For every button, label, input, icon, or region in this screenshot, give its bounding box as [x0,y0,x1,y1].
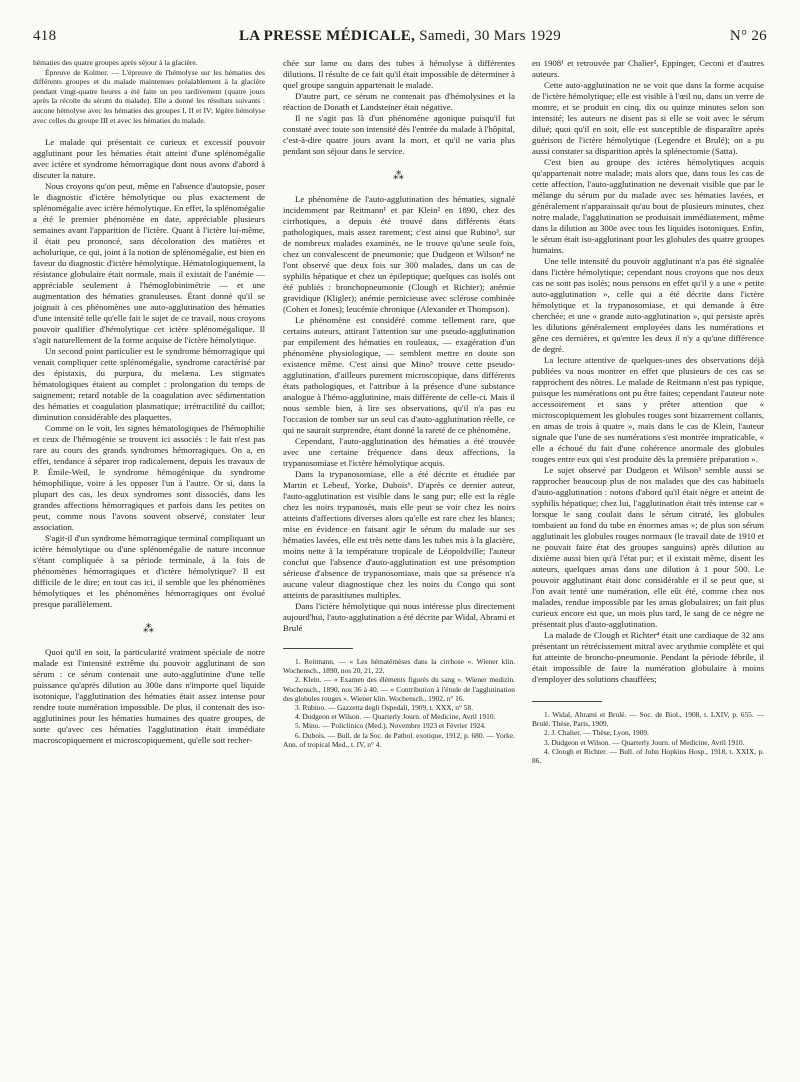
paragraph: C'est bien au groupe des ictères hémolytiques acquis qu'appartenait notre malade; mais alors que, dans tous les cas de cette affection, l'auto-agglutination ne devenait visible que par le mélange du sérum pur du malade avec ses hématies lavées, et généralement n'apparaissait qu'au bout de plusieurs minutes, chez notre malade, l'agglutination se produisait immédiatement, même dans la dilution au 300e avec tous les liquides isotoniques. Enfin, le sérum était iso-agglutinant pour les globules des quatre groupes humains. [532,157,764,255]
column-3 [532,58,764,765]
footnote-rule [283,648,353,649]
paragraph: Dans la trypanosomiase, elle a été décrite et étudiée par Martin et Lebeuf, Yorke, Dubois⁶. D'après ce dernier auteur, l'auto-agglutination est visible dans le sang pur; elle est la règle chez les noirs trypanosés, mais elle peut se voir chez les noirs atteints d'affections diverses alors qu'elle est rare chez les blancs; mise en évidence en faisant agir le sérum du malade sur ses hématies lavées, elle est très nette dans les tubes mis à la glacière, moins nette à la température tropicale de Léopoldville; l'auteur conclut que l'absence d'auto-agglutination est une présomption sérieuse d'absence de trypanosomiase, mais que sa présence n'a aucune valeur diagnostique chez les noirs du Congo qui sont atteints de parasitismes multiples. [283,469,515,600]
footnote: 4. Dudgeon et Wilson. — Quarterly Journ. of Medicine, Avril 1910. [295,712,496,722]
section-separator: ⁂ [143,623,155,636]
footnote: 3. Rubino. — Gazzetta degli Ospedali, 1909, t. XXX, n° 58. [295,703,474,713]
issue-number: N° 26 [729,28,767,44]
page-header [33,28,767,46]
footnote: 6. Dubois. — Bull. de la Soc. de Pathol. exotique, 1912, p. 680. — Yorke. Ann. of tropical Med., t. IV, n° 4. [283,730,515,749]
issue-date: Samedi, 30 Mars 1929 [419,28,562,44]
paragraph: Cependant, l'auto-agglutination des hématies a été trouvée avec une certaine fréquence dans deux affections, la trypanosomiase et l'ictère hémolytique acquis. [283,436,515,468]
column-2 [283,58,515,749]
paragraph: Le sujet observé par Dudgeon et Wilson³ semble aussi se rapprocher beaucoup plus de nos malades que des cas habituels d'auto-agglutination : notons d'abord qu'il était nègre et atteint de syphilis hépatique; chez lui, l'agglutination était très intense car « lorsque le sang coulait dans le sérum citraté, les globules tombaient au fond du tube en énormes amas »; de plus son sérum agglutinait les globules rouges normaux (le travail date de 1910 et ne pouvait faire état des groupes sanguins) après dilution au dixième aussi bien qu'à l'état pur; et il existait même, disent les auteurs, quelques amas dans une dilution à 1 pour 500. Le pouvoir agglutinant était donc considérable et il se peut que, si l'on avait tenté une numération, elle eût été, comme chez nos malades, rendue impossible par les amas globulaires; un fait plus curieux encore est que, un mois plus tard, le sang de ce nègre ne présentait plus d'auto-agglutination. [532,465,764,629]
paragraph: Le phénomène de l'auto-agglutination des hématies, signalé incidemment par Reitmann¹ et par Klein² en 1890, chez des cirrhotiques, a depuis été trouvé dans différents états pathologiques, mais assez rarement; c'est ainsi que Rubino³, sur de nombreux malades examinés, ne le trouve qu'une seule fois, chez un convalescent de pneumonie; que Dudgeon et Wilson⁴ ne l'ont observé que deux fois sur 300 malades, dans un cas de syphilis hépatique et chez un épileptique; quelques cas isolés ont été publiés : bronchopneumonie (Clough et Richter); anémie gravidique (Kligler); anémie pernicieuse avec sclérose combinée (Cohen et Jones); leucémie chronique (Alexander et Thompson). [283,194,515,314]
paragraph: Nous croyons qu'on peut, même en l'absence d'autopsie, poser le diagnostic d'ictère hémolytique ou plus exactement de splénomégalie avec ictère hémolytique. En effet, la splénomégalie a été le premier phénomène en date, appréciable plusieurs semaines avant l'apparition de l'ictère. Quant à l'ictère lui-même, il était peu prononcé, sans décoloration des matières et acholurique, ce qui, joint à la notion de splénomégalie, est bien en faveur du diagnostic d'ictère hémolytique. Hématologiquement, la résistance globulaire était normale, mais il existait de l'anémie — appréciable seulement à l'hémoglobinimétrie — et une augmentation des hématies granuleuses. Étant donné qu'il se joignait à ces phénomènes une auto-agglutination des hématies d'une intensité telle qu'elle fait le sujet de ce travail, nous croyons pouvoir qualifier d'hémolytique cet ictère splénomégalique. Il s'agit naturellement de la forme acquise de l'ictère hémolytique. [33,181,265,346]
paragraph: Épreuve de Kolmer. — L'épreuve de l'hémolyse sur les hématies des différents groupes et du malade maintenues préalablement à la glacière pendant vingt-quatre heures a été faite un peu tardivement (quatre jours après la récolte du sérum du malade). Elle a donné les résultats suivants : aucune hémolyse avec les hématies des groupes I, II et IV; légère hémolyse avec celles du groupe III et avec les hématies du malade. [33,67,265,125]
paragraph: chée sur lame ou dans des tubes à hémolyse à différentes dilutions. Il résulte de ce fait qu'il était impossible de déterminer à quel groupe sanguin appartenait le malade. [283,58,515,90]
paragraph: Dans l'ictère hémolytique qui nous intéresse plus directement aujourd'hui, l'auto-agglutination a été décrite par Widal, Abrami et Brulé [283,601,516,633]
column-1 [33,58,265,746]
footnote: 5. Mino. — Policlinico (Med.), Novembre 1923 et Février 1924. [295,721,486,731]
paragraph: en 1908¹ et retrouvée par Chalier², Eppinger, Ceconi et d'autres auteurs. [532,58,764,79]
paragraph: Cette auto-agglutination ne se voit que dans la forme acquise de l'ictère hémolytique; elle est visible à l'œil nu, dans un verre de montre, et se produit en cinq, dix ou quinze minutes selon son intensité; les auteurs ne disent pas si elle se voit avec le sérum dilué; quoi qu'il en soit, elle est susceptible de disparaître après guérison de l'ictère hémolytique (Legendre et Brulé); on a pu aussi constater sa disparition après la splénectomie (Satta). [532,80,764,156]
journal-name: LA PRESSE MÉDICALE, [238,28,416,44]
paragraph: Comme on le voit, les signes hématologiques de l'hémophilie et ceux de l'hémogénie se trouvent ici associés : le fait n'est pas rare au cours des grands syndromes hémorragiques. On a, en effet, tendance à séparer trop radicalement, depuis les travaux de P. Émile-Weil, le syndrome hémogénique du syndrome hémophilique, voire à les opposer l'un à l'autre. Or si, dans la plupart des cas, les deux syndromes sont dissociés, dans les grandes affections hémorragiques et parfois dans les petites on peut, comme nous l'avons souvent observé, constater leur association. [33,423,265,533]
footnote: 3. Dudgeon et Wilson. — Quarterly Journ. of Medicine, Avril 1910. [544,737,745,747]
paragraph: Un second point particulier est le syndrome hémorragique qui venait compliquer cette splénomégalie, syndrome caractérisé par des épistaxis, du purpura, du melæna. Les stigmates hématologiques étaient au complet : prolongation du temps de saignement; retard notable de la coagulation avec sédimentation des hématies et coagulation plasmatique; irrétractilité du caillot; diminution considérable des plaquettes. [33,346,265,423]
paragraph: S'agit-il d'un syndrome hémorragique terminal compliquant un ictère hémolytique ou d'une splénomégalie de nature inconnue s'étant compliquée à sa période terminale, à la fois de phénomènes hémorragiques et d'ictère hémolytique? Il est difficile de le dire; en tout cas ici, il semble que les phénomènes hémolytiques et les phénomènes hémorragiques ont évolué presque parallèlement. [33,533,265,610]
journal-title [33,28,767,45]
paragraph: Une telle intensité du pouvoir agglutinant n'a pas été signalée dans l'ictère hémolytique; cependant nous croyons que nos deux cas ne sont pas isolés; nous pensons en effet qu'il y a une « petite auto-agglutination », celle qui a été décrite dans l'ictère hémolytique et la trypanosomiase, et qui demande à être cherchée; et une « grande auto-agglutination », qui persiste après les dilutions généralement employées dans les numérations et gêne ces dernières, et qu'entre les deux il n'y a qu'une différence de degré. [532,256,764,354]
paragraph: Quoi qu'il en soit, la particularité vraiment spéciale de notre malade est l'intensité extrême du pouvoir agglutinant de son sérum : ce sérum contenait une auto-agglutinine d'une telle puissance qu'après dilution au 300e dans n'importe quel liquide isotonique, l'agglutination des hématies était assez intense pour rendre toute numération impossible. De plus, il contenait des iso-agglutinines pour les hématies humaines des quatre groupes, de sorte qu'avec ces hématies l'agglutination était immédiate macroscopiquement et microscopiquement, qu'elle soit recher- [33,647,265,746]
footnote: 1. Widal, Abrami et Brulé. — Soc. de Biol., 1908, t. LXIV, p. 655. — Brulé. Thèse, Paris, 1909. [532,710,764,729]
footnote: 4. Clough et Richter. — Bull. of John Hopkins Hosp., 1918, t. XXIX, p. 86. [532,746,764,766]
footnote: 2. J. Chalier. — Thèse, Lyon, 1909. [544,728,649,738]
paragraph: La malade de Clough et Richter⁴ était une cardiaque de 32 ans présentant un rétrécissement mitral avec arythmie complète et qui fut atteinte de broncho-pneumonie. Pendant la période fébrile, il était impossible de faire la numération globulaire à moins d'employer des solutions chauffées; [532,630,764,684]
paragraph: hématies des quatre groupes après séjour à la glacière. [33,58,198,67]
paragraph: Il ne s'agit pas là d'un phénomène agonique puisqu'il fut constaté avec toute son intensité dès l'entrée du malade à l'hôpital, c'est-à-dire quatre jours avant la mort, et qu'il ne varia plus pendant son séjour dans le service. [283,113,515,156]
paragraph: Le phénomène est considéré comme tellement rare, que certains auteurs, attirant l'attention sur une pseudo-agglutination par empilement des hématies en rouleaux, — exagération d'un phénomène physiologique, — semblent mettre en doute son existence même. C'est ainsi que Mino⁵ trouve cette pseudo-agglutination, d'ailleurs purement microscopique, dans différents états pathologiques, et l'attribue à la présence d'une substance analogue à l'hémo-agglutinine, mais différente de celle-ci. Mais il nous semble bien, à lire ses observations, qu'il n'a pas eu l'occasion de tomber sur un seul cas d'auto-agglutination réelle, ce qui ne saurait surprendre, étant donné la rareté de ce phénomène. [283,315,515,435]
paragraph: Le malade qui présentait ce curieux et excessif pouvoir agglutinant pour les hématies était atteint d'une splénomégalie avec ictère et syndrome hémorragique dont nous avons d'abord à discuter la nature. [33,137,265,181]
section-separator: ⁂ [393,170,405,182]
footnote: 1. Reitmann. — « Les hématémèses dans la cirrhose ». Wiener klin. Wochensch., 1890, nos 20, 21, 22. [283,657,515,676]
paragraph: D'autre part, ce sérum ne contenait pas d'hémolysines et la réaction de Donath et Landsteiner était négative. [283,91,515,112]
footnote-rule [532,701,602,702]
paragraph: La lecture attentive de quelques-unes des observations déjà publiées va nous montrer en effet que plusieurs de ces cas se rapprochent des nôtres. Le malade de Reitmann n'est pas typique, puisque les numérations ont pu être faites; cependant l'auteur note accessoirement et sans y prêter attention que « microscopiquement les globules rouges sont bizarrement collants, en amas de trois à quatre », mais dans le cas de Klein, l'auteur signale que l'une de ses numérations s'est montrée impraticable, « elle a échoué du fait d'une cohérence anormale des globules rouges entre eux qui s'est produite dès la première préparation ». [532,355,764,464]
footnote: 2. Klein. — « Examen des éléments figurés du sang ». Wiener medizin. Wochensch., 1890, nos 36 à 40. — « Contribution à l'étude de l'agglutination des globules rouges ». Wiener klin. Wochensch., 1902, n° 16. [283,675,515,703]
page-number: 418 [33,28,57,44]
